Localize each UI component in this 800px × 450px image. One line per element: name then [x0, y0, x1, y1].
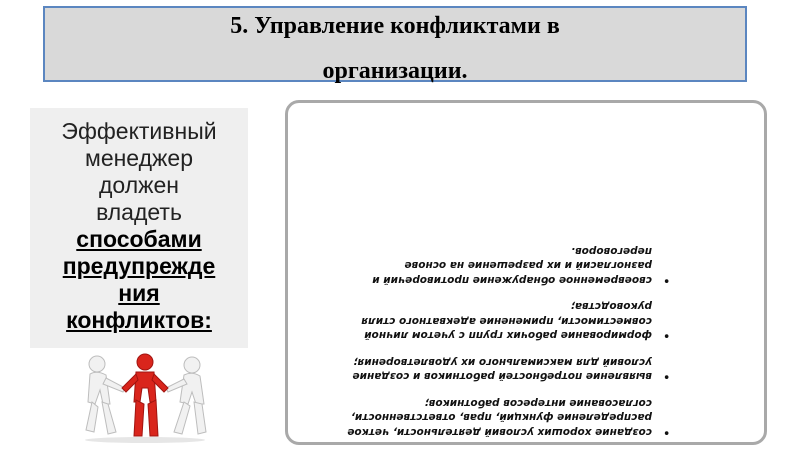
- bullet-marker: •: [663, 329, 670, 342]
- statement-emphasis-line: способами: [76, 226, 202, 252]
- three-people-conflict-icon: [70, 352, 220, 444]
- bullet-item: [325, 299, 670, 343]
- statement-emphasis-line: предупрежде: [62, 253, 216, 279]
- manager-statement-box: [30, 108, 248, 348]
- bullet-text: формирование рабочих групп с учетом личной совместимости, применение адекватного стиля руководства;: [361, 300, 652, 342]
- flipped-bullet-text: [325, 44, 670, 439]
- statement-emphasis-line: ния: [118, 280, 160, 306]
- statement-line: Эффективный: [61, 118, 217, 144]
- bullet-marker: •: [663, 274, 670, 286]
- right-person-figure: [166, 357, 206, 434]
- statement-emphasis-line: конфликтов:: [66, 307, 212, 333]
- bullet-marker: •: [663, 426, 670, 438]
- statement-line: должен: [98, 172, 179, 198]
- ground-shadow: [85, 437, 205, 443]
- bullet-item: [325, 244, 670, 288]
- bullet-item: [325, 396, 670, 440]
- bullet-text: своевременное обнаружение противоречий и разногласий и их разрешение на основе переговоров.: [372, 245, 652, 286]
- slide-title-box: [43, 6, 747, 82]
- bullet-text: выявление потребностей работников и создание условий для максимального их удовлетворения;: [352, 356, 652, 383]
- bullet-list: [325, 244, 670, 440]
- left-person-figure: [86, 356, 125, 434]
- bullet-text: создание хороших условий деятельности, четкое распределение функций, прав, ответственности, согласование интересов работников;: [347, 397, 652, 438]
- statement-line: менеджер: [85, 145, 193, 171]
- bullet-marker: •: [663, 370, 670, 383]
- mediator-figure: [122, 354, 168, 436]
- bullet-item: [325, 355, 670, 384]
- slide-title-line-1: 5. Управление конфликтами в: [230, 13, 560, 39]
- statement-line: владеть: [96, 199, 182, 225]
- slide-title-line-2: организации.: [322, 58, 468, 84]
